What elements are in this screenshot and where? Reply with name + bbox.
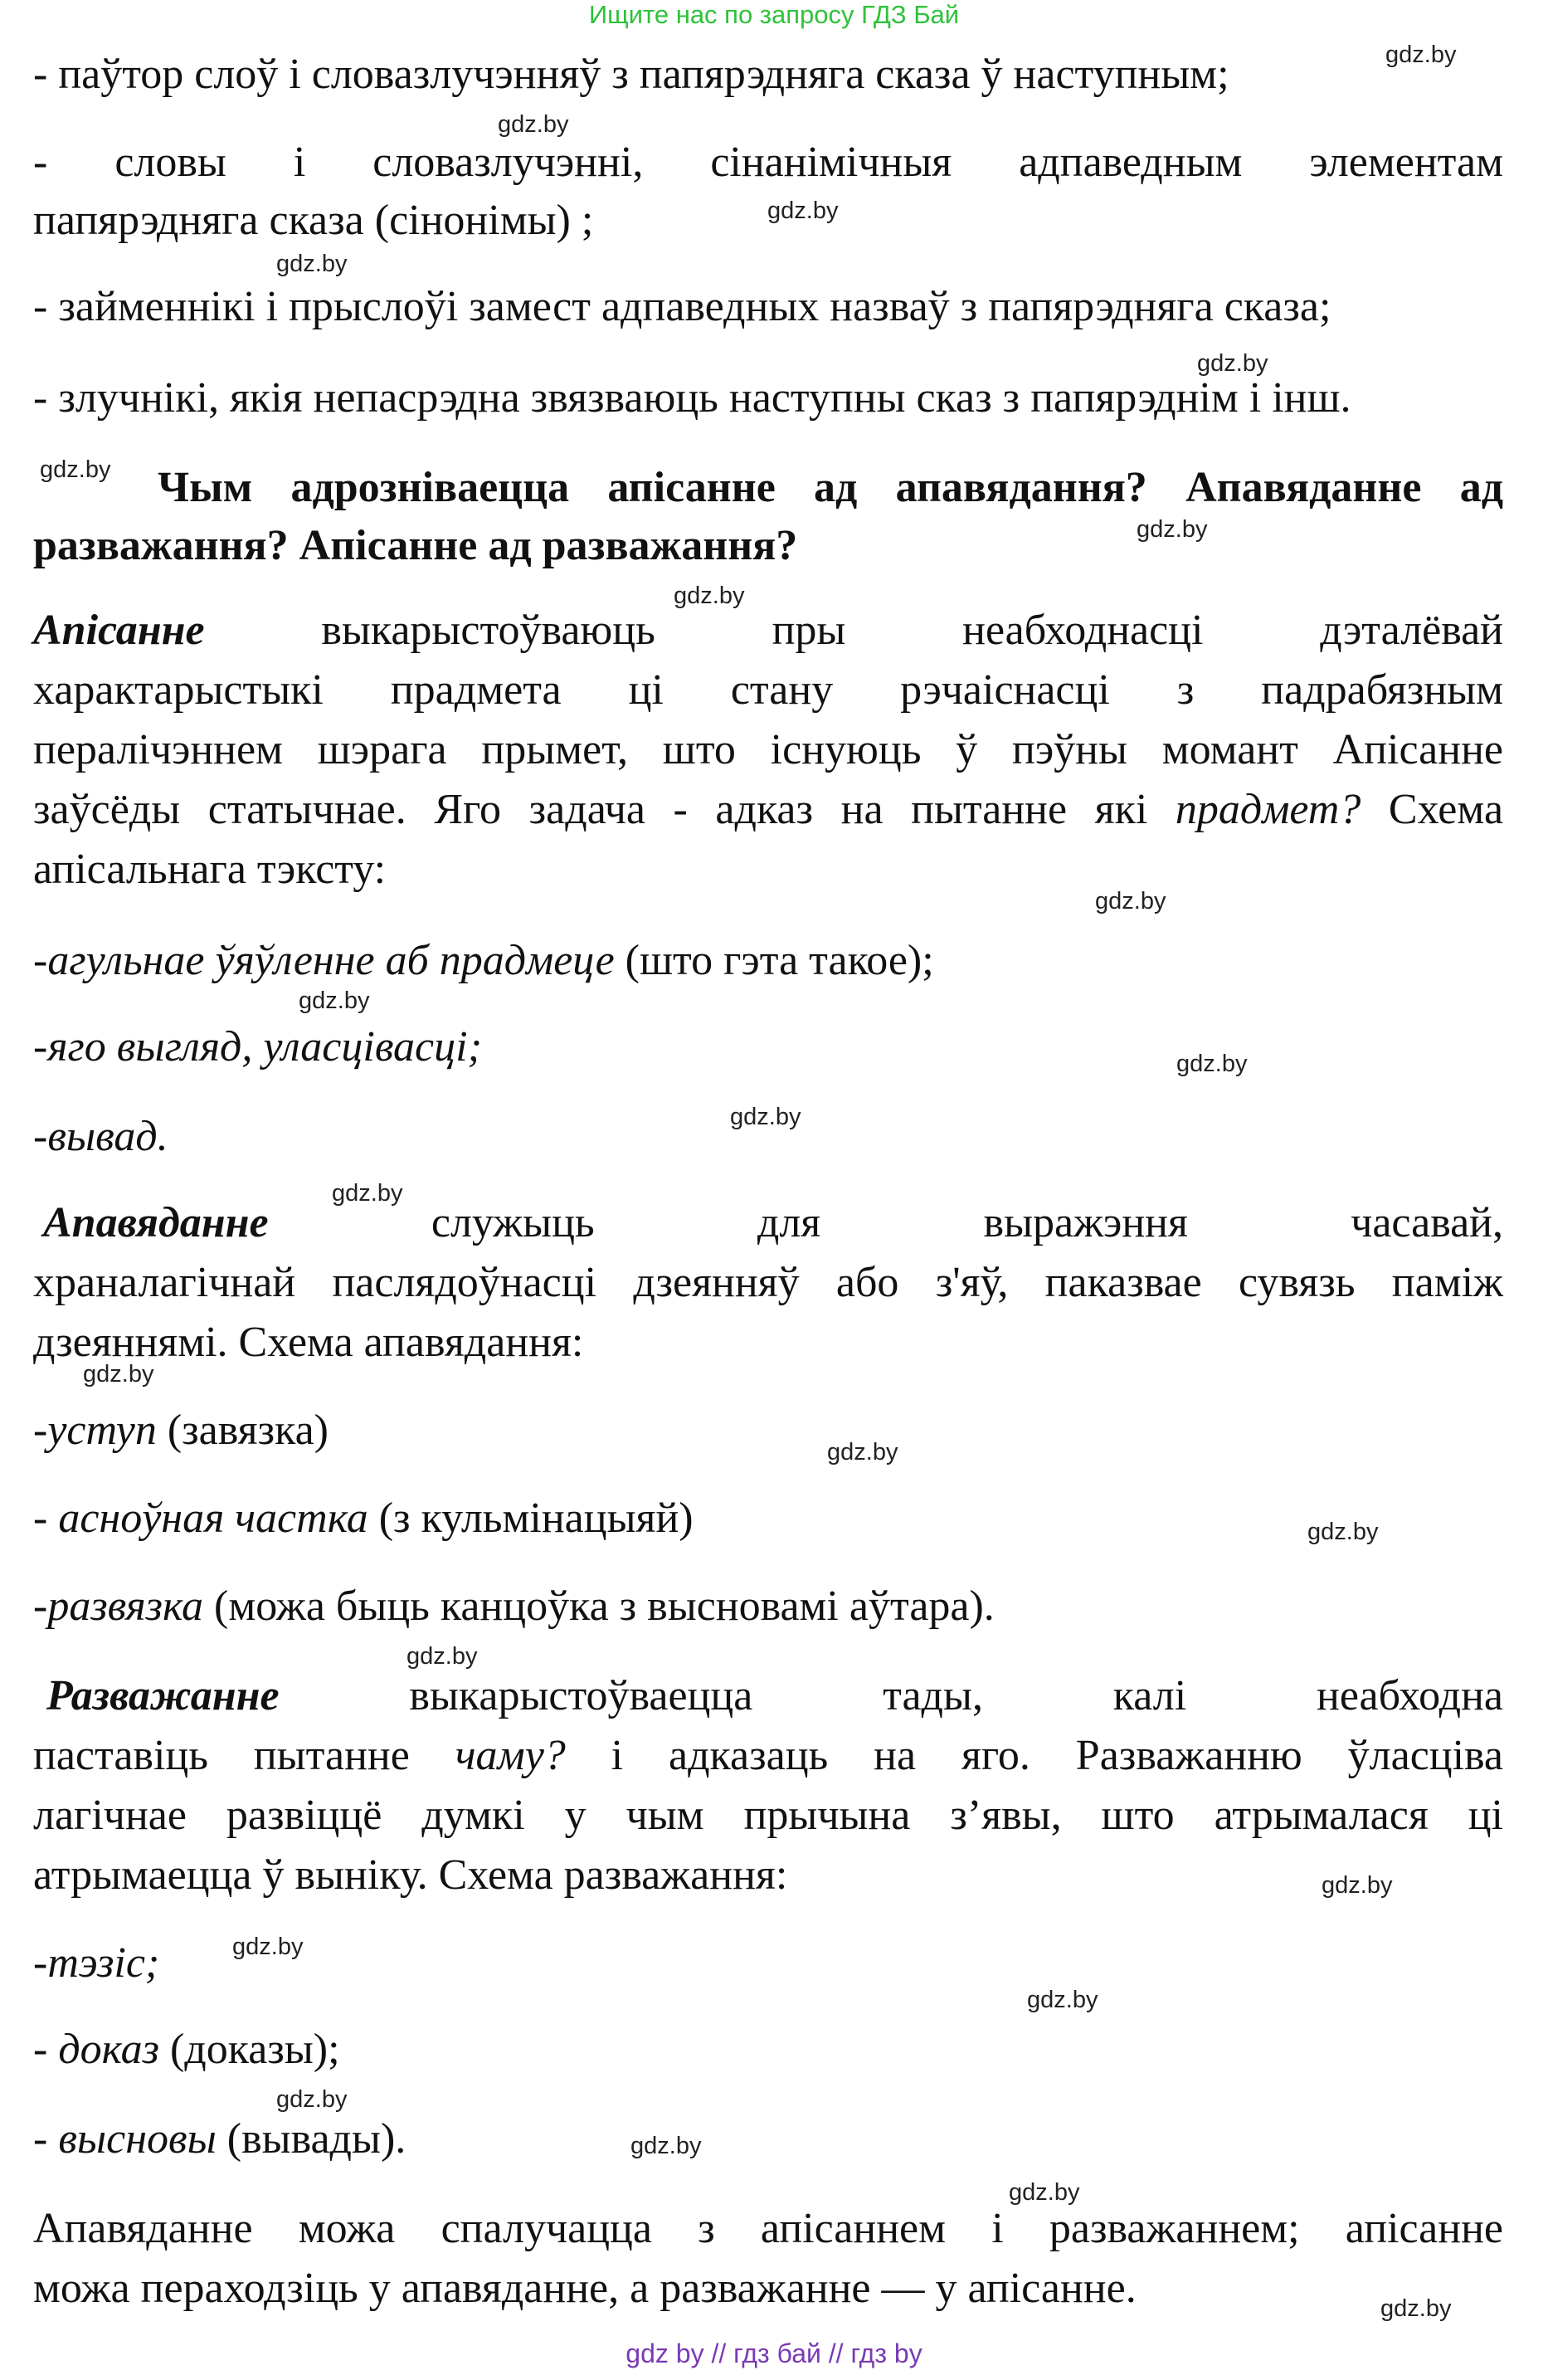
description-line: характарыстыкі прадмета ці стану рэчаіснасці з падрабязным [33, 666, 1503, 714]
watermark: gdz.by [276, 251, 348, 277]
reasoning-line [33, 1731, 1503, 1781]
intro-item: - паўтор слоў і словазлучэнняў з папярэдняга сказа ў наступным; [33, 51, 1229, 98]
text: заўсёды статычнае. Яго задача - адказ на пытанне які [33, 786, 1148, 833]
description-line: пералічэннем шэрага прымет, што існуюць ў пэўны момант Апісанне [33, 726, 1503, 773]
text: выкарыстоўваецца тады, калі неабходна [409, 1672, 1503, 1719]
reasoning-line: лагічнае развіццё думкі у чым прычына з’явы, што атрымалася ці [33, 1792, 1503, 1839]
watermark: gdz.by [276, 2086, 348, 2113]
question-heading: Чым адрозніваецца апісанне ад апавядання? Апавяданне ад [158, 464, 1503, 511]
dash: - [33, 937, 48, 984]
narration-item [33, 1582, 1503, 1631]
narration-item [33, 1406, 1503, 1456]
dash: - [33, 1113, 48, 1160]
watermark: gdz.by [674, 583, 745, 609]
watermark: gdz.by [1176, 1051, 1248, 1077]
description-line [33, 606, 1503, 656]
watermark: gdz.by [827, 1439, 898, 1466]
description-item [33, 936, 1503, 986]
text: і адказаць на яго. Разважанню ўласціва [611, 1732, 1504, 1779]
intro-item: - словы і словазлучэнні, сінанімічныя адпаведным элементам [33, 139, 1503, 186]
watermark: gdz.by [299, 988, 370, 1014]
dash: - [33, 2115, 48, 2163]
watermark: gdz.by [1027, 1987, 1098, 2013]
watermark: gdz.by [232, 1934, 304, 1960]
text: выкарыстоўваюць пры неабходнасці дэталёвай [321, 607, 1503, 654]
text-italic: прадмет? [1175, 786, 1361, 833]
watermark: gdz.by [1095, 888, 1166, 914]
reasoning-item: -тэзіс; [33, 1939, 160, 1987]
watermark: gdz.by [1380, 2295, 1452, 2322]
watermark: gdz.by [1137, 516, 1208, 543]
top-banner: Ищите нас по запросу ГДЗ Бай [588, 0, 960, 29]
reasoning-item [33, 2114, 1503, 2164]
watermark: gdz.by [83, 1361, 154, 1388]
watermark: gdz.by [1322, 1872, 1393, 1899]
watermark: gdz.by [406, 1643, 478, 1670]
text-italic: доказ [58, 2026, 159, 2073]
narration-item [33, 1494, 1503, 1544]
watermark: gdz.by [767, 198, 839, 224]
text: (што гэта такое); [625, 937, 934, 984]
narration-line: дзеяннямі. Схема апавядання: [33, 1319, 584, 1366]
text: (завязка) [167, 1407, 329, 1454]
description-line: апісальнага тэксту: [33, 846, 387, 893]
text: паставіць пытанне [33, 1732, 410, 1779]
reasoning-line [46, 1671, 1503, 1721]
watermark: gdz.by [1385, 41, 1457, 68]
dash: - [33, 1583, 48, 1630]
bottom-banner: gdz by // гдз бай // гдз by [626, 2339, 922, 2368]
watermark: gdz.by [630, 2133, 702, 2159]
watermark: gdz.by [730, 1104, 801, 1130]
text-italic: агульнае ўяўленне аб прадмеце [47, 937, 615, 984]
text-italic: уступ [47, 1407, 157, 1454]
description-item [33, 1112, 1503, 1162]
text-italic: асноўная частка [58, 1495, 368, 1542]
reasoning-item [33, 2025, 1503, 2075]
text-italic: чаму? [455, 1732, 566, 1779]
text: (можа быць канцоўка з высновамі аўтара). [214, 1583, 995, 1630]
term-reasoning: Разважанне [46, 1672, 280, 1719]
conclusion-line: Апавяданне можа спалучацца з апісаннем і разважаннем; апісанне [33, 2205, 1503, 2252]
text: (вывады). [226, 2115, 406, 2163]
reasoning-line: атрымаецца ў выніку. Схема разважання: [33, 1851, 788, 1899]
description-item: -яго выгляд, уласцівасці; [33, 1023, 482, 1071]
intro-item: - злучнікі, якія непасрэдна звязваюць наступны сказ з папярэднім і інш. [33, 374, 1351, 422]
watermark: gdz.by [40, 456, 111, 483]
dash: - [33, 1495, 48, 1542]
text-italic: вывад. [47, 1113, 168, 1160]
dash: - [33, 2026, 48, 2073]
text: Схема [1388, 786, 1504, 833]
text-italic: развязка [47, 1583, 203, 1630]
watermark: gdz.by [1307, 1519, 1379, 1545]
term-narration: Апавяданне [43, 1199, 269, 1246]
watermark: gdz.by [498, 111, 569, 138]
term-description: Апісанне [33, 607, 205, 654]
watermark: gdz.by [332, 1180, 403, 1207]
description-line [33, 785, 1503, 835]
watermark: gdz.by [1009, 2179, 1080, 2206]
conclusion-line: можа пераходзіць у апавяданне, а разважанне — у апісанне. [33, 2265, 1137, 2312]
narration-line [43, 1198, 1503, 1248]
text-italic: высновы [58, 2115, 217, 2163]
text: служыць для выражэння часавай, [431, 1199, 1503, 1246]
watermark: gdz.by [1197, 350, 1268, 377]
intro-item: - займеннікі і прыслоўі замест адпаведных назваў з папярэдняга сказа; [33, 283, 1331, 330]
text: (з кульмінацыяй) [378, 1495, 694, 1542]
question-heading-continuation: разважання? Апісанне ад разважання? [33, 522, 798, 569]
narration-line: храналагічнай паслядоўнасці дзеянняў або з'яў, паказвае сувязь паміж [33, 1259, 1503, 1306]
intro-item-continuation: папярэдняга сказа (сінонімы) ; [33, 197, 594, 244]
text: (доказы); [169, 2026, 340, 2073]
dash: - [33, 1407, 48, 1454]
